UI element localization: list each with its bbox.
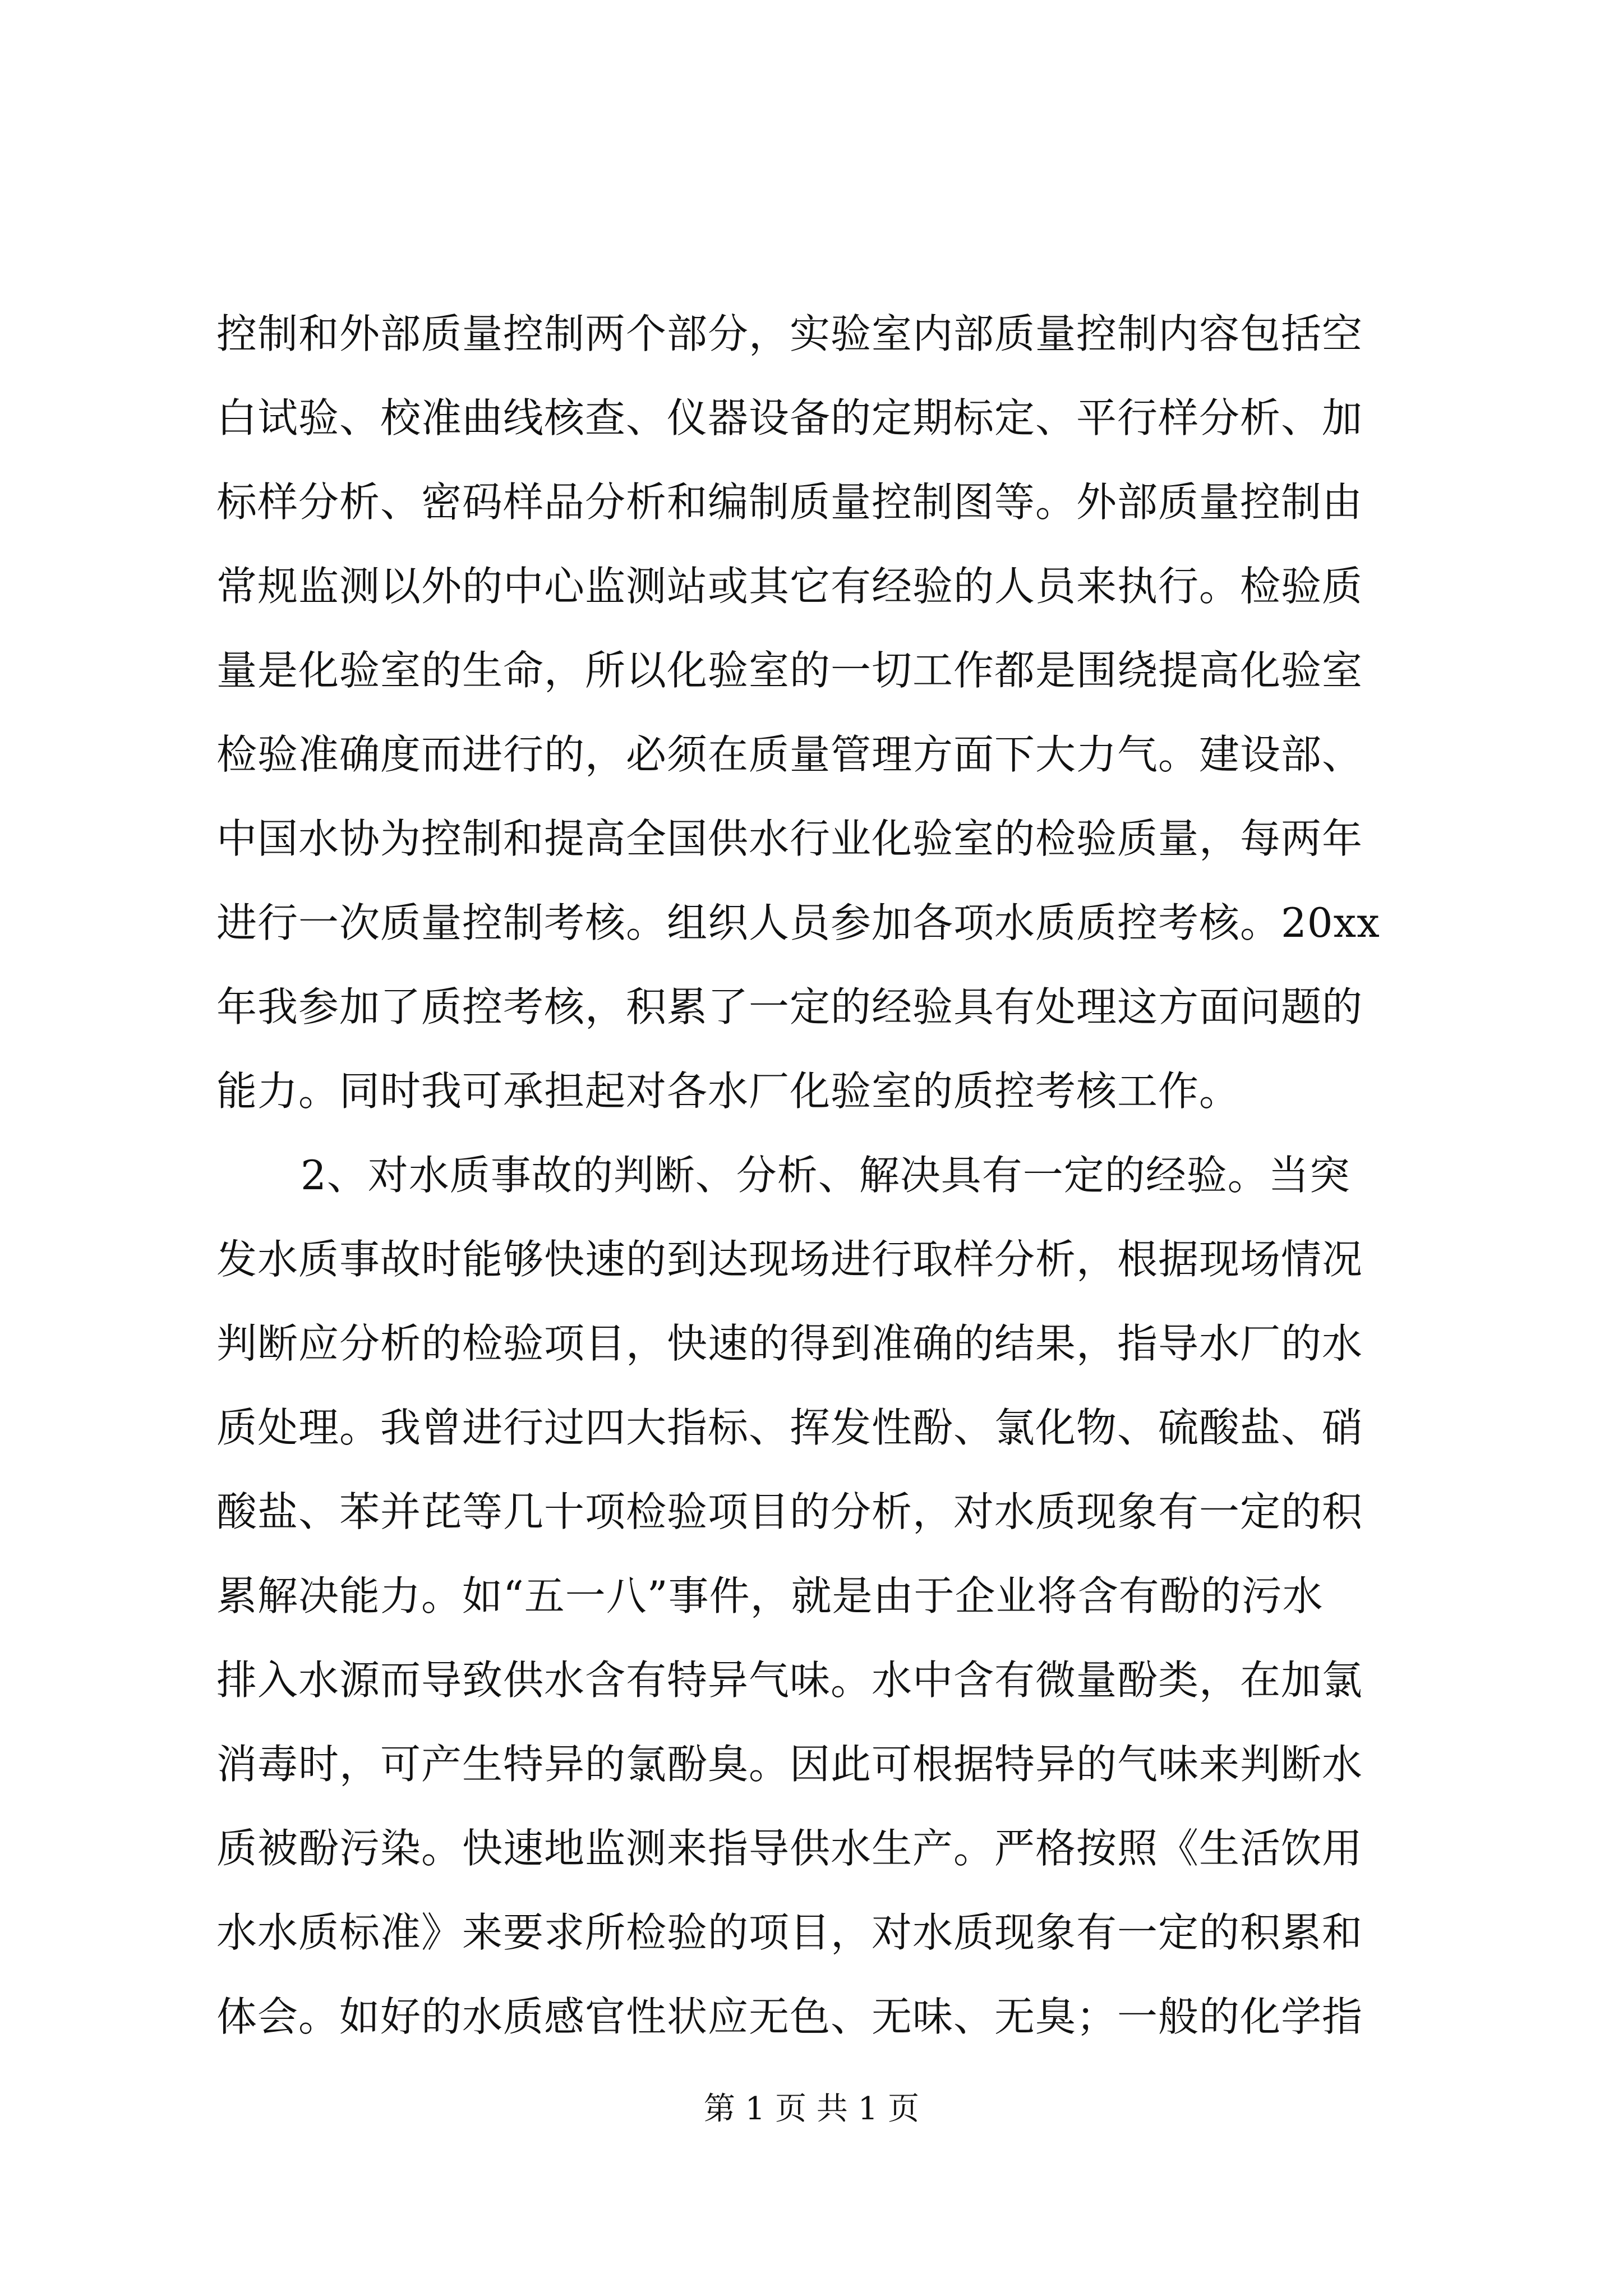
- text-line: 标样分析、密码样品分析和编制质量控制图等。外部质量控制由: [216, 478, 1363, 526]
- text-line: 年我参加了质控考核，积累了一定的经验具有处理这方面问题的: [216, 983, 1363, 1030]
- document-body: [216, 292, 1411, 2059]
- text-line: 量是化验室的生命，所以化验室的一切工作都是围绕提高化验室: [216, 647, 1363, 694]
- page-number-footer: 第 1 页 共 1 页: [703, 2091, 920, 2127]
- text-line: 质被酚污染。快速地监测来指导供水生产。严格按照《生活饮用: [216, 1825, 1363, 1872]
- text-line: 白试验、校准曲线核查、仪器设备的定期标定、平行样分析、加: [216, 394, 1363, 441]
- text-line: 控制和外部质量控制两个部分，实验室内部质量控制内容包括空: [216, 310, 1363, 357]
- text-line: 判断应分析的检验项目，快速的得到准确的结果，指导水厂的水: [216, 1320, 1363, 1367]
- text-line: 常规监测以外的中心监测站或其它有经验的人员来执行。检验质: [216, 563, 1363, 610]
- text-line: 发水质事故时能够快速的到达现场进行取样分析，根据现场情况: [216, 1236, 1363, 1283]
- text-line: 质处理。我曾进行过四大指标、挥发性酚、氯化物、硫酸盐、硝: [216, 1404, 1363, 1451]
- text-line: 水水质标准》来要求所检验的项目，对水质现象有一定的积累和: [216, 1909, 1363, 1956]
- text-line: 排入水源而导致供水含有特异气味。水中含有微量酚类，在加氯: [216, 1657, 1363, 1704]
- text-line: 体会。如好的水质感官性状应无色、无味、无臭；一般的化学指: [216, 1993, 1363, 2040]
- paragraph-start-line: 2、对水质事故的判断、分析、解决具有一定的经验。当突: [301, 1152, 1350, 1199]
- text-line: 能力。同时我可承担起对各水厂化验室的质控考核工作。: [216, 1068, 1241, 1115]
- text-line: 消毒时，可产生特异的氯酚臭。因此可根据特异的气味来判断水: [216, 1741, 1363, 1788]
- text-line: 酸盐、苯并芘等几十项检验项目的分析，对水质现象有一定的积: [216, 1488, 1363, 1535]
- text-line: 检验准确度而进行的，必须在质量管理方面下大力气。建设部、: [216, 731, 1363, 778]
- text-line: 累解决能力。如“五一八”事件，就是由于企业将含有酚的污水: [216, 1572, 1324, 1619]
- text-line: 进行一次质量控制考核。组织人员参加各项水质质控考核。20xx: [216, 899, 1380, 946]
- text-line: 中国水协为控制和提高全国供水行业化验室的检验质量，每两年: [216, 815, 1363, 862]
